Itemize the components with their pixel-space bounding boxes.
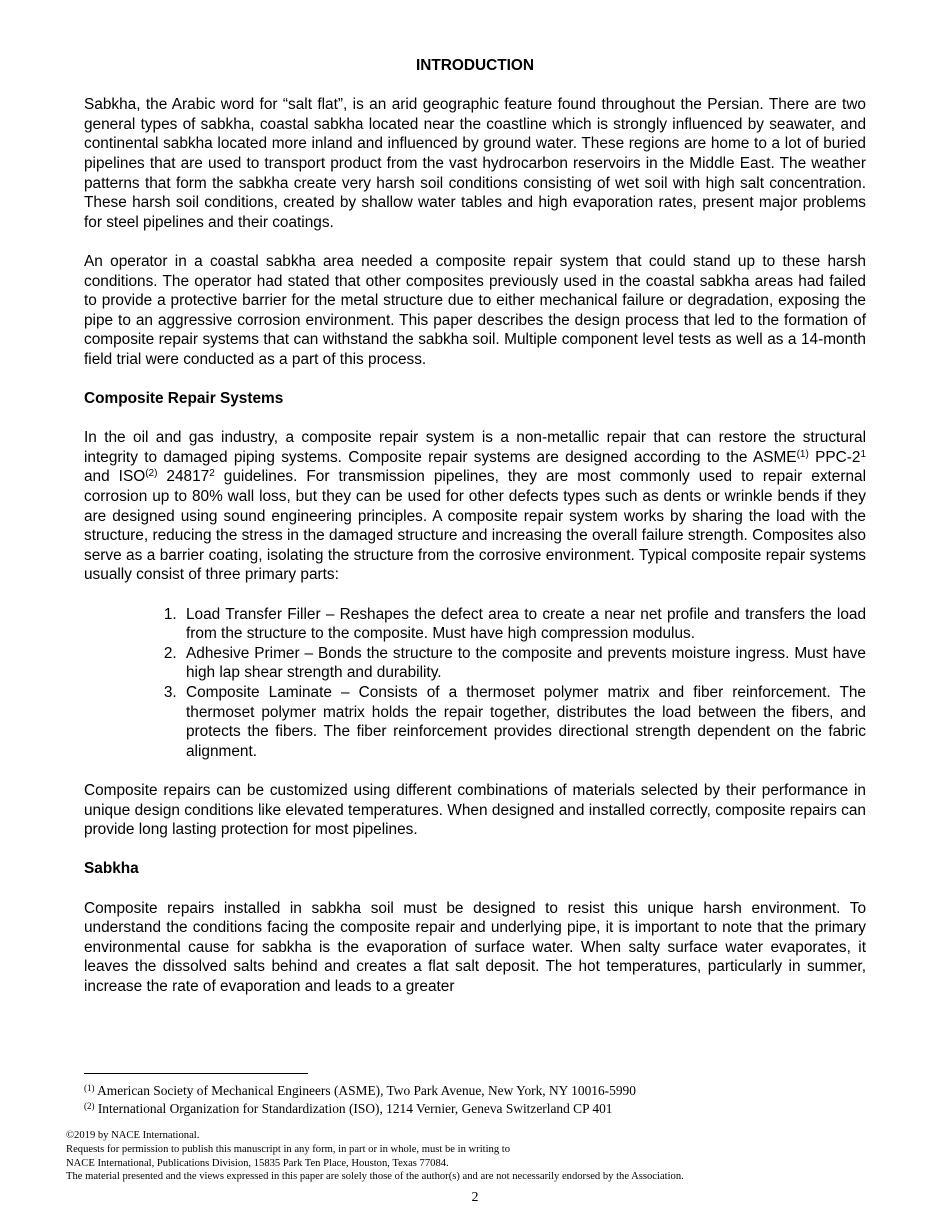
copyright-notice [66,1129,886,1184]
list-item: 2. Adhesive Primer – Bonds the structure to the composite and prevents moisture ingress. Must have high lap shear strength and durability. [181,644,866,683]
footnote-ref-2: (2) [145,468,158,480]
footnote-mark: (1) [84,1083,95,1093]
reference-ref-1: 1 [860,448,867,460]
sabkha-paragraph-1: Composite repairs installed in sabkha soil must be designed to resist this unique harsh environment. To understand the conditions facing the composite repair and underlying pipe, it is important to note that the primary environmental cause for sabkha is the evaporation of surface water. When salty surface water evaporates, it leaves the dissolved salts behind and creates a flat salt deposit. The hot temperatures, particularly in summer, increase the rate of evaporation and leads to a greater [84,899,866,995]
footnote-1 [84,1082,866,1100]
footnote-text: American Society of Mechanical Engineers (ASME), Two Park Avenue, New York, NY 10016-5990 [94,1083,636,1098]
crs-p1-text-c: and ISO [84,468,146,486]
footnote-mark: (2) [84,1101,95,1111]
composite-parts-list [84,605,866,762]
list-item: 3. Composite Laminate – Consists of a thermoset polymer matrix and fiber reinforcement. The thermoset polymer matrix holds the repair together, distributes the load between the fibers, and protects the fibers. The fiber reinforcement provides directional strength dependent on the fabric alignment. [181,683,866,761]
reference-ref-2: 2 [209,468,215,480]
crs-p1-text-a: In the oil and gas industry, a composite repair system is a non-metallic repair that can restore the structural integrity to damaged piping systems. Composite repair systems are designed according to the ASME [84,429,866,466]
footnote-ref-1: (1) [796,448,809,460]
copyright-line: ©2019 by NACE International. [66,1130,200,1141]
section-heading-sabkha: Sabkha [84,860,139,878]
copyright-line: The material presented and the views expressed in this paper are solely those of the author(s) and are not necessarily endorsed by the Association. [66,1171,684,1183]
page-number: 2 [471,1190,479,1205]
intro-paragraph-2: An operator in a coastal sabkha area needed a composite repair system that could stand up to these harsh conditions. The operator had stated that other composites previously used in the coastal sabkha areas had failed to provide a protective barrier for the metal structure due to either mechanical failure or degradation, exposing the pipe to an aggressive corrosion environment. This paper describes the design process that led to the formation of composite repair systems that can withstand the sabkha soil. Multiple component level tests as well as a 14-month field trial were conducted as a part of this process. [84,252,866,368]
list-item: 1. Load Transfer Filler – Reshapes the defect area to create a near net profile and transfers the load from the structure to the composite. Must have high compression modulus. [181,605,866,644]
section-heading-composite-repair-systems: Composite Repair Systems [84,390,284,408]
footnotes [84,1082,866,1118]
copyright-line: Requests for permission to publish this manuscript in any form, in part or in whole, must be in writing to [66,1143,511,1155]
crs-paragraph-2: Composite repairs can be customized using different combinations of materials selected by their performance in unique design conditions like elevated temperatures. When designed and installed correctly, composite repairs can provide long lasting protection for most pipelines. [84,781,866,839]
copyright-line: NACE International, Publications Division, 15835 Park Ten Place, Houston, Texas 77084. [66,1157,449,1169]
footnote-text: International Organization for Standardization (ISO), 1214 Vernier, Geneva Switzerland CP 401 [94,1101,613,1116]
crs-paragraph-1 [84,428,866,585]
footnote-divider [84,1073,308,1074]
crs-p1-text-e: guidelines. For transmission pipelines, they are most commonly used to repair external corrosion up to 80% wall loss, but they can be used for other defects types such as dents or wrinkle bends if they are designed using sound engineering principles. A composite repair system works by sharing the load with the structure, reducing the stress in the damaged structure and increasing the overall failure strength. Composites also serve as a barrier coating, isolating the structure from the corrosive environment. Typical composite repair systems usually consist of three primary parts: [84,468,867,584]
intro-paragraph-1: Sabkha, the Arabic word for “salt flat”, is an arid geographic feature found throughout the Persian. There are two general types of sabkha, coastal sabkha located near the coastline which is strongly influenced by seawater, and continental sabkha located more inland and influenced by ground water. These regions are home to a lot of buried pipelines that are used to transport product from the vast hydrocarbon reservoirs in the Middle East. The weather patterns that form the sabkha create very harsh soil conditions consisting of wet soil with high salt concentration. These harsh soil conditions, created by shallow water tables and high evaporation rates, present major problems for steel pipelines and their coatings. [84,96,866,231]
crs-p1-text-d: 24817 [157,468,210,486]
page-body [84,56,866,1016]
section-heading-introduction: INTRODUCTION [416,57,534,74]
footnote-2 [84,1100,866,1118]
crs-p1-text-b: PPC-2 [808,448,861,466]
